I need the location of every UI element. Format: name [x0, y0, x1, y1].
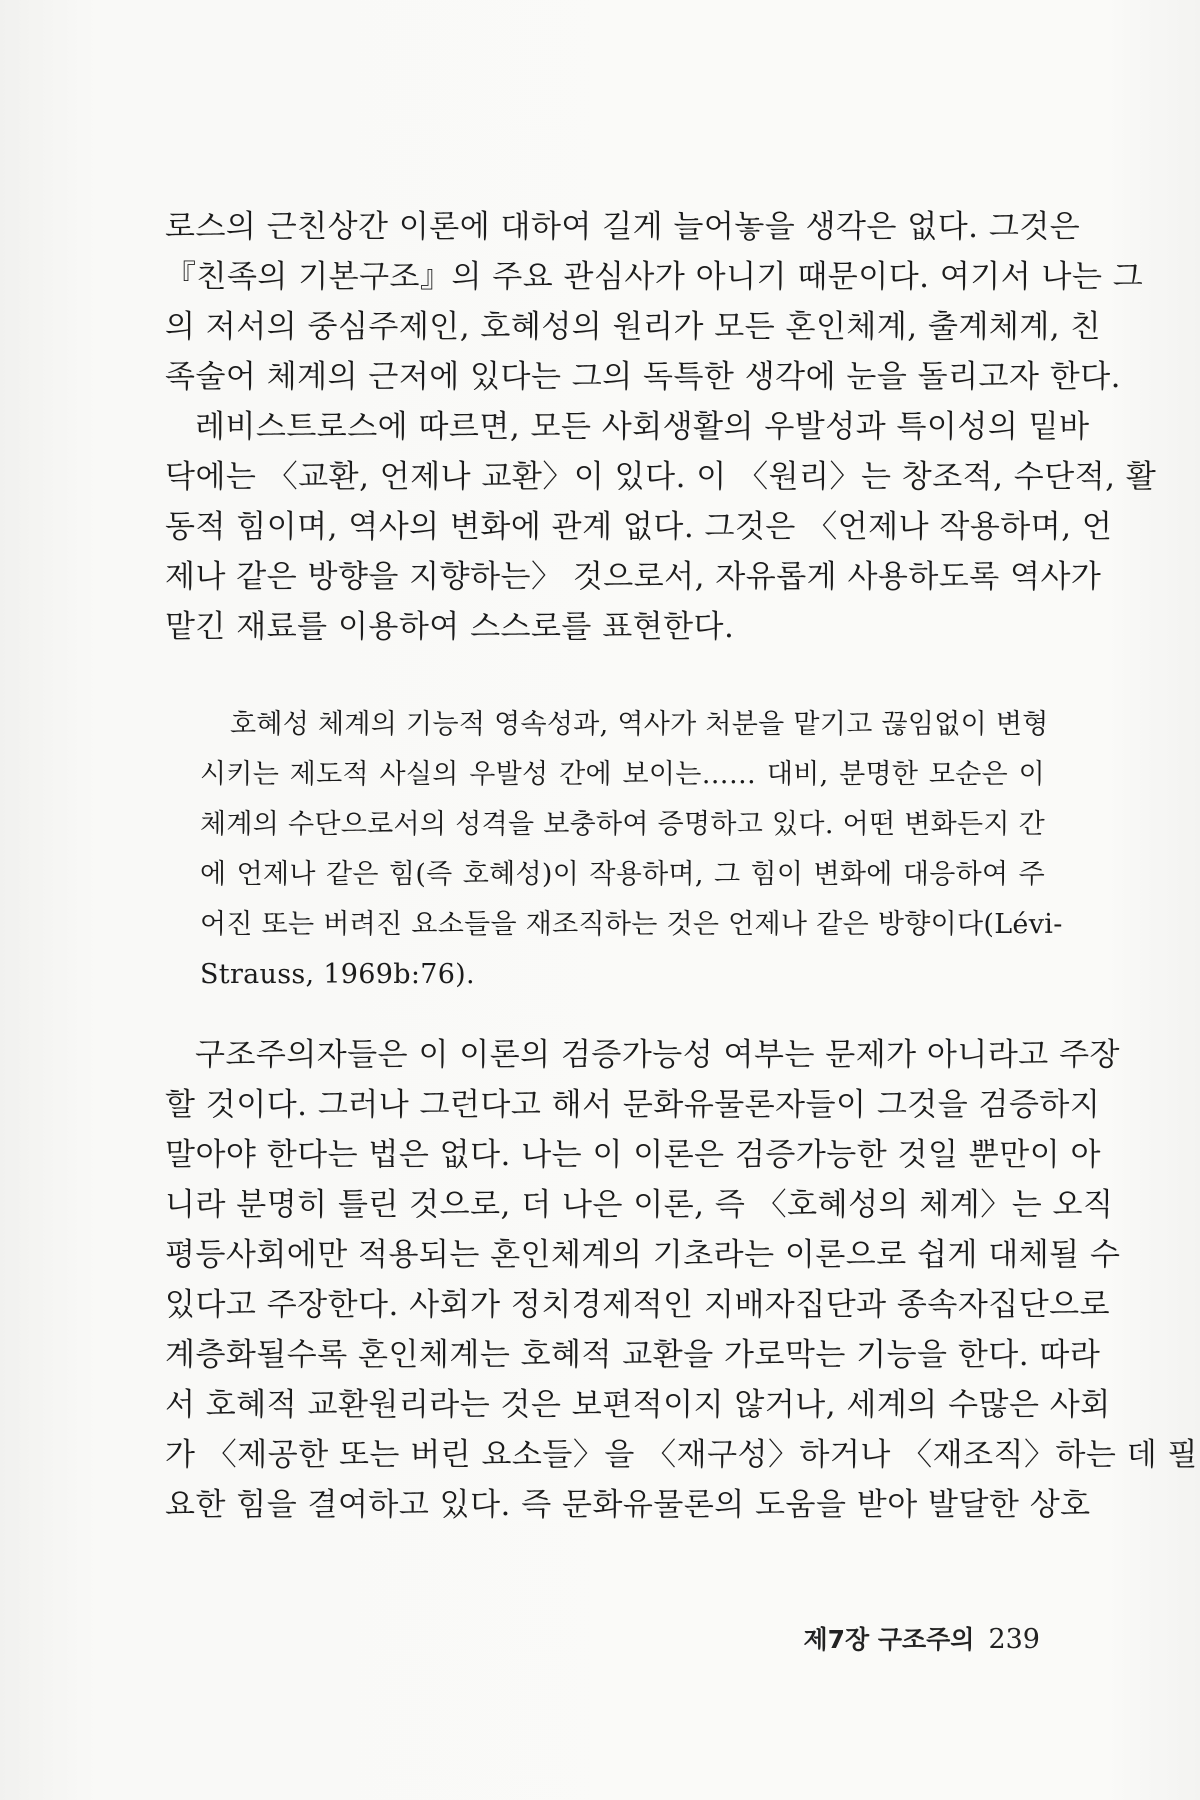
- text-line: 평등사회에만 적용되는 혼인체계의 기초라는 이론으로 쉽게 대체될 수: [165, 1237, 1121, 1273]
- text-line: 의 저서의 중심주제인, 호혜성의 원리가 모든 혼인체계, 출계체계, 친: [165, 309, 1101, 345]
- quote-line: 체계의 수단으로서의 성격을 보충하여 증명하고 있다. 어떤 변화든지 간: [200, 809, 1046, 840]
- text-line: 제나 같은 방향을 지향하는〉 것으로서, 자유롭게 사용하도록 역사가: [165, 559, 1102, 595]
- text-line: 말아야 한다는 법은 없다. 나는 이 이론은 검증가능한 것일 뿐만이 아: [165, 1137, 1101, 1173]
- paragraph-2: [165, 402, 1157, 652]
- text-line: 계층화될수록 혼인체계는 호혜적 교환을 가로막는 기능을 한다. 따라: [165, 1337, 1101, 1373]
- paragraph-1: [165, 202, 1144, 402]
- text-line: 서 호혜적 교환원리라는 것은 보편적이지 않거나, 세계의 수많은 사회: [165, 1387, 1111, 1423]
- text-line: 가 〈제공한 또는 버린 요소들〉을 〈재구성〉하거나 〈재조직〉하는 데 필: [165, 1437, 1198, 1473]
- paragraph-3: [165, 1030, 1198, 1530]
- text-line: 로스의 근친상간 이론에 대하여 길게 늘어놓을 생각은 없다. 그것은: [165, 209, 1081, 245]
- text-line: 『친족의 기본구조』의 주요 관심사가 아니기 때문이다. 여기서 나는 그: [165, 259, 1144, 295]
- text-line: 족술어 체계의 근저에 있다는 그의 독특한 생각에 눈을 돌리고자 한다.: [165, 359, 1122, 395]
- quote-line: Strauss, 1969b:76).: [200, 959, 475, 990]
- chapter-title: 제7장 구조주의: [803, 1625, 975, 1654]
- page-footer: [803, 1620, 1040, 1656]
- quote-line: 시키는 제도적 사실의 우발성 간에 보이는…… 대비, 분명한 모순은 이: [200, 759, 1045, 790]
- text-line: 맡긴 재료를 이용하여 스스로를 표현한다.: [165, 609, 735, 645]
- block-quote: [200, 700, 1063, 1000]
- text-line: 할 것이다. 그러나 그런다고 해서 문화유물론자들이 그것을 검증하지: [165, 1087, 1101, 1123]
- text-line: 구조주의자들은 이 이론의 검증가능성 여부는 문제가 아니라고 주장: [195, 1037, 1120, 1073]
- quote-line: 에 언제나 같은 힘(즉 호혜성)이 작용하며, 그 힘이 변화에 대응하여 주: [200, 859, 1045, 890]
- text-line: 요한 힘을 결여하고 있다. 즉 문화유물론의 도움을 받아 발달한 상호: [165, 1487, 1091, 1523]
- page-number: 239: [988, 1624, 1040, 1655]
- text-line: 닥에는 〈교환, 언제나 교환〉이 있다. 이 〈원리〉는 창조적, 수단적, 활: [165, 459, 1157, 495]
- text-line: 레비스트로스에 따르면, 모든 사회생활의 우발성과 특이성의 밑바: [195, 409, 1090, 445]
- text-line: 동적 힘이며, 역사의 변화에 관계 없다. 그것은 〈언제나 작용하며, 언: [165, 509, 1113, 545]
- text-line: 니라 분명히 틀린 것으로, 더 나은 이론, 즉 〈호혜성의 체계〉는 오직: [165, 1187, 1114, 1223]
- quote-line: 어진 또는 버려진 요소들을 재조직하는 것은 언제나 같은 방향이다(Lévi-: [200, 909, 1063, 940]
- text-line: 있다고 주장한다. 사회가 정치경제적인 지배자집단과 종속자집단으로: [165, 1287, 1111, 1323]
- quote-line: 호혜성 체계의 기능적 영속성과, 역사가 처분을 맡기고 끊임없이 변형: [230, 709, 1049, 740]
